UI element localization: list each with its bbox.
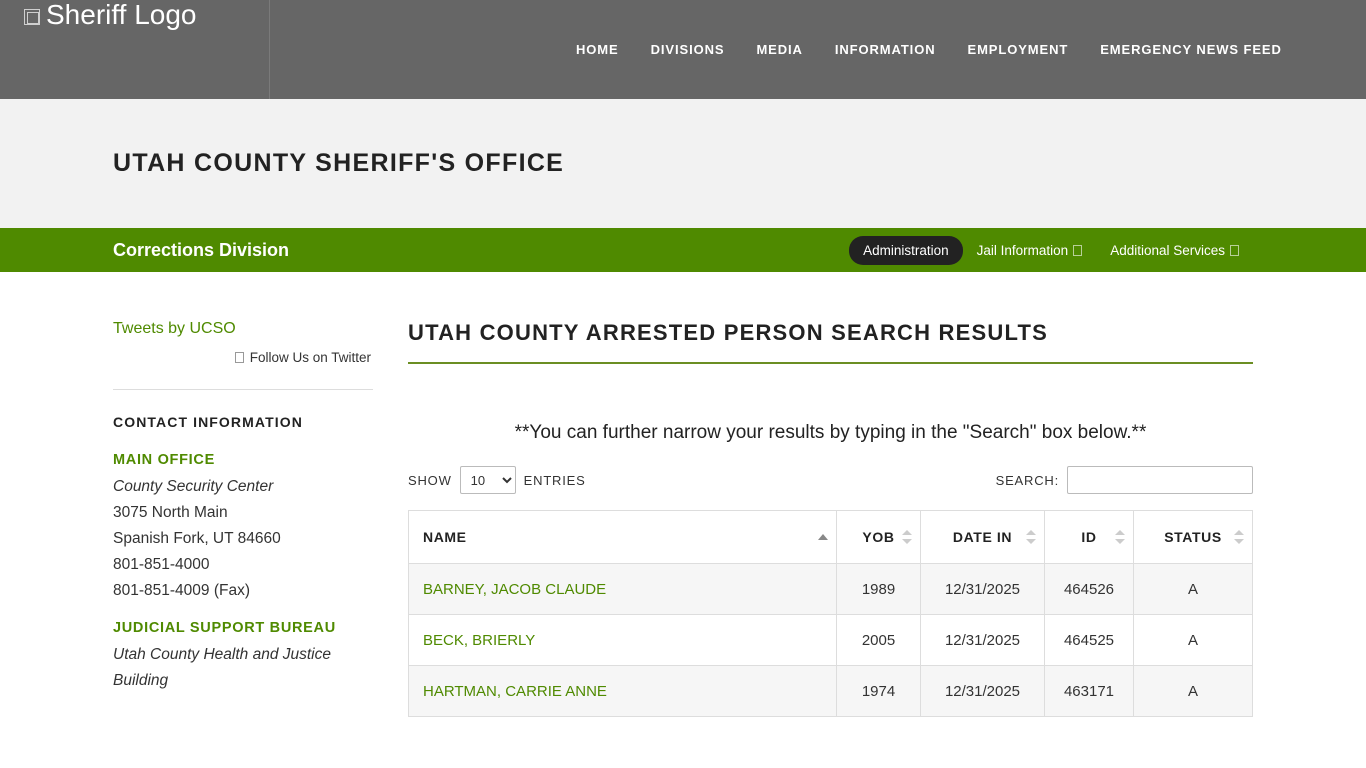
sidebar-divider <box>113 389 373 390</box>
column-header-date-in[interactable] <box>921 511 1045 564</box>
nav-item-employment[interactable]: EMPLOYMENT <box>967 42 1069 57</box>
table-row <box>409 564 1253 615</box>
nav-item-home[interactable]: HOME <box>576 42 619 57</box>
column-header-yob-label: YOB <box>862 529 895 545</box>
cell-yob: 1974 <box>837 666 921 717</box>
person-link[interactable]: HARTMAN, CARRIE ANNE <box>423 682 607 700</box>
search-control <box>996 466 1253 494</box>
person-link[interactable]: BARNEY, JACOB CLAUDE <box>423 580 607 598</box>
nav-item-emergency-news-feed[interactable]: EMERGENCY NEWS FEED <box>1100 42 1282 57</box>
cell-yob: 1989 <box>837 564 921 615</box>
chevron-down-icon <box>1230 245 1239 256</box>
broken-image-icon <box>24 9 40 25</box>
cell-status: A <box>1134 564 1253 615</box>
sheriff-logo-broken-image <box>24 0 197 32</box>
search-label: SEARCH: <box>995 472 1059 488</box>
main-office-phone: 801-851-4000 <box>113 556 210 573</box>
person-link[interactable]: BECK, BRIERLY <box>423 631 536 649</box>
column-header-name-label: NAME <box>423 529 467 545</box>
judicial-support-bureau-heading: JUDICIAL SUPPORT BUREAU <box>113 620 336 636</box>
logo-alt-text: Sheriff Logo <box>46 0 197 30</box>
sort-ascending-icon <box>818 534 828 540</box>
tweets-by-ucso-link[interactable]: Tweets by UCSO <box>113 320 236 337</box>
division-nav-jail-information[interactable] <box>963 236 1097 265</box>
twitter-icon <box>235 352 244 363</box>
division-nav-jail-information-label: Jail Information <box>976 242 1069 258</box>
division-navigation <box>849 236 1253 265</box>
cell-id: 464525 <box>1045 615 1134 666</box>
column-header-name[interactable] <box>409 511 837 564</box>
sort-both-icon <box>1234 530 1244 544</box>
page-content <box>0 272 1366 717</box>
narrow-results-note: **You can further narrow your results by typing in the "Search" box below.** <box>514 422 1147 443</box>
table-controls <box>408 466 1253 494</box>
main-panel <box>408 320 1366 717</box>
nav-item-information[interactable]: INFORMATION <box>834 42 936 57</box>
column-header-date-in-label: DATE IN <box>952 529 1013 545</box>
division-nav-additional-services-label: Additional Services <box>1110 242 1225 258</box>
page-title: UTAH COUNTY SHERIFF'S OFFICE <box>113 149 565 177</box>
nav-item-divisions[interactable]: DIVISIONS <box>650 42 725 57</box>
cell-date-in: 12/31/2025 <box>921 666 1045 717</box>
cell-date-in: 12/31/2025 <box>921 564 1045 615</box>
follow-us-on-twitter-label: Follow Us on Twitter <box>249 350 371 365</box>
table-head <box>409 511 1253 564</box>
judicial-support-bureau-building: Utah County Health and Justice Building <box>113 646 331 689</box>
site-title-band <box>0 99 1366 228</box>
cell-status: A <box>1134 666 1253 717</box>
entries-per-page-select[interactable] <box>460 466 516 494</box>
cell-id: 464526 <box>1045 564 1134 615</box>
main-navigation <box>560 0 1298 99</box>
cell-name <box>409 564 837 615</box>
column-header-status-label: STATUS <box>1164 529 1222 545</box>
cell-status: A <box>1134 615 1253 666</box>
cell-id: 463171 <box>1045 666 1134 717</box>
division-nav-additional-services[interactable] <box>1096 236 1253 265</box>
sidebar <box>113 320 408 717</box>
follow-us-on-twitter-row[interactable] <box>113 350 373 365</box>
column-header-id-label: ID <box>1081 529 1097 545</box>
cell-name <box>409 666 837 717</box>
entries-label: ENTRIES <box>523 472 586 488</box>
table-row <box>409 615 1253 666</box>
main-office-fax: 801-851-4009 (Fax) <box>113 582 250 599</box>
column-header-status[interactable] <box>1134 511 1253 564</box>
main-office-heading: MAIN OFFICE <box>113 452 215 468</box>
main-office-city: Spanish Fork, UT 84660 <box>113 530 281 547</box>
sort-both-icon <box>1115 530 1125 544</box>
search-results-title: UTAH COUNTY ARRESTED PERSON SEARCH RESULTS <box>408 320 1253 364</box>
chevron-down-icon <box>1073 245 1082 256</box>
show-entries-control <box>408 466 586 494</box>
main-office-street: 3075 North Main <box>113 504 228 521</box>
cell-date-in: 12/31/2025 <box>921 615 1045 666</box>
site-header <box>0 0 1366 99</box>
nav-item-media[interactable]: MEDIA <box>756 42 803 57</box>
division-title: Corrections Division <box>113 239 290 260</box>
show-label: SHOW <box>408 472 452 488</box>
sidebar-spacer <box>113 604 373 620</box>
sort-both-icon <box>902 530 912 544</box>
table-header-row <box>409 511 1253 564</box>
main-office-building: County Security Center <box>113 478 274 495</box>
division-nav-administration[interactable]: Administration <box>849 236 963 265</box>
column-header-id[interactable] <box>1045 511 1134 564</box>
division-bar <box>0 228 1366 272</box>
search-input[interactable] <box>1067 466 1253 494</box>
column-header-yob[interactable] <box>837 511 921 564</box>
contact-information-heading: CONTACT INFORMATION <box>113 414 303 430</box>
sort-both-icon <box>1026 530 1036 544</box>
table-row <box>409 666 1253 717</box>
arrested-person-results-table <box>408 510 1253 717</box>
cell-yob: 2005 <box>837 615 921 666</box>
logo-container[interactable] <box>0 0 270 99</box>
table-body <box>409 564 1253 717</box>
cell-name <box>409 615 837 666</box>
